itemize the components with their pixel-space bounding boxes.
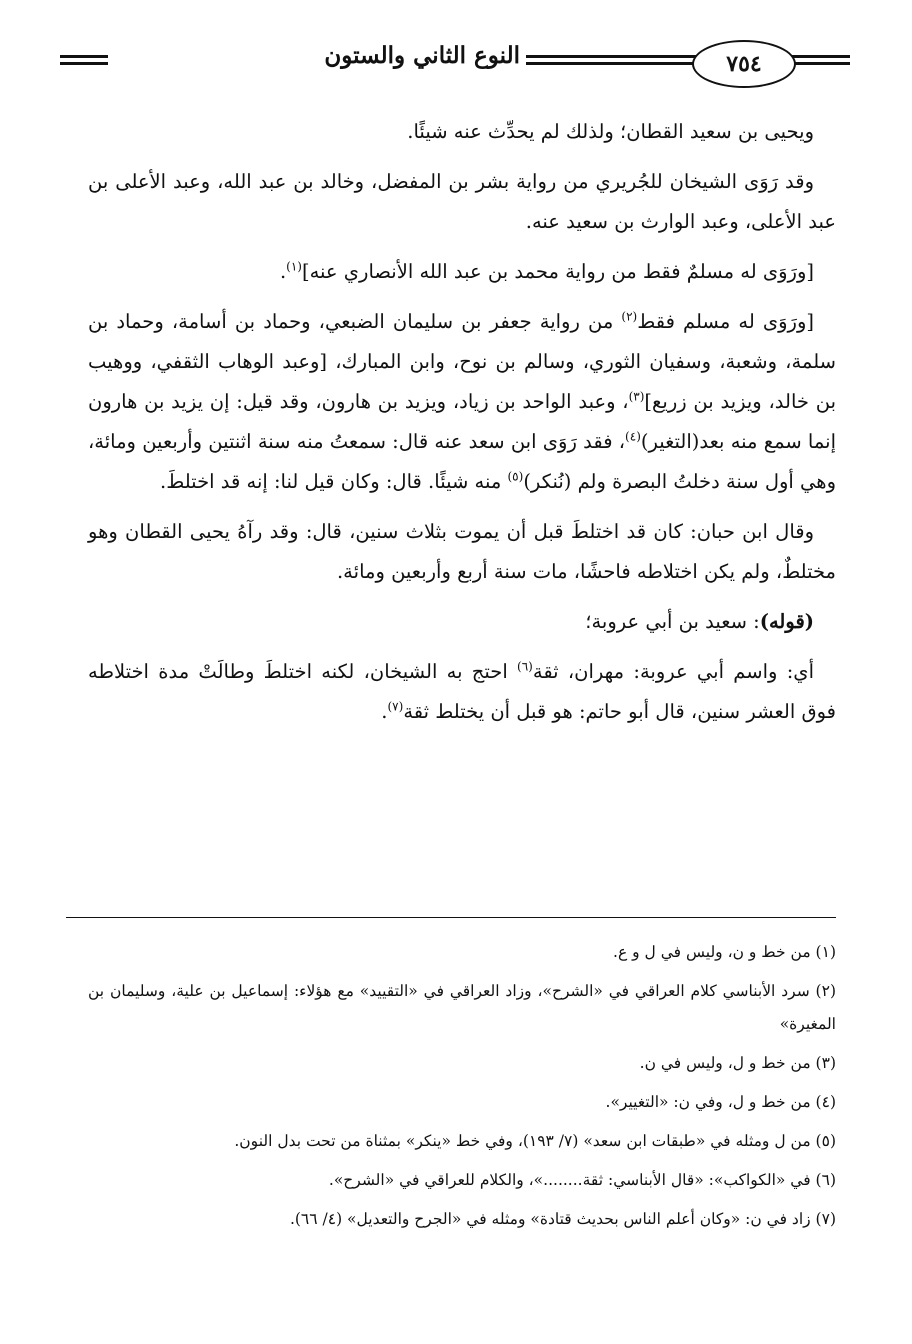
- paragraph-5: [88, 512, 836, 592]
- page-header: [60, 38, 850, 94]
- footnote-divider: [66, 917, 836, 918]
- qawluhu-label: (قوله): [759, 610, 814, 633]
- footnote-ref-5[interactable]: (٥): [507, 469, 524, 484]
- footnote-5: (٥) من ل ومثله في «طبقات ابن سعد» (٧/ ١٩٣)، وفي خط «ينكر» بمثناة من تحت بدل النون.: [234, 1132, 836, 1150]
- paragraph-4: [88, 302, 836, 502]
- paragraph-4-text-b: من رواية جعفر بن سليمان الضبعي، وحماد بن أسامة، وحماد بن سلمة، وشعبة، وسفيان الثوري، وسالم بن نوح، وابن المبارك، [وعبد الوهاب الثقفي، ووهيب بن خالد، ويزيد بن زريع]: [88, 310, 836, 413]
- paragraph-2: [88, 162, 836, 242]
- paragraph-4-text-e: منه شيئًا. قال: وكان قيل لنا: إنه قد اختلطَ.: [160, 470, 508, 493]
- footnote-ref-1[interactable]: (١): [286, 259, 302, 274]
- header-rule-right: [790, 55, 850, 65]
- paragraph-7-text-a: أي: واسم أبي عروبة: مهران، ثقة: [532, 660, 814, 683]
- footnote-ref-3[interactable]: (٣): [628, 389, 645, 404]
- header-rule-left: [60, 55, 108, 65]
- footnotes: [88, 936, 836, 1242]
- chapter-title: النوع الثاني والستون: [324, 42, 520, 69]
- footnote-ref-4[interactable]: (٤): [625, 429, 641, 444]
- footnote-6: (٦) في «الكواكب»: «قال الأبناسي: ثقة........»، والكلام للعراقي في «الشرح».: [328, 1171, 836, 1189]
- paragraph-3-text: [ورَوَى له مسلمٌ فقط من رواية محمد بن عبد الله الأنصاري عنه]: [301, 260, 814, 283]
- footnote-7: (٧) زاد في ن: «وكان أعلم الناس بحديث قتادة» ومثله في «الجرح والتعديل» (٤/ ٦٦).: [289, 1210, 836, 1228]
- paragraph-6-text: : سعيد بن أبي عروبة؛: [585, 610, 760, 633]
- header-rule-middle: [526, 55, 696, 65]
- paragraph-6: [88, 602, 836, 642]
- footnote-ref-6[interactable]: (٦): [517, 659, 533, 674]
- paragraph-1: [88, 112, 836, 152]
- page-number: ٧٥٤: [692, 40, 796, 88]
- footnote-3: (٣) من خط و ل، وليس في ن.: [639, 1054, 836, 1072]
- footnote-ref-7[interactable]: (٧): [387, 699, 404, 714]
- footnote-2: (٢) سرد الأبناسي كلام العراقي في «الشرح»، وزاد العراقي في «التقييد» مع هؤلاء: إسماعيل بن علية، وسليمان بن المغيرة»: [88, 982, 836, 1033]
- paragraph-4-text-a: [ورَوَى له مسلم فقط: [637, 310, 814, 333]
- footnote-1: (١) من خط و ن، وليس في ل و ع.: [613, 943, 836, 961]
- paragraph-4-text-d: ، فقد رَوَى ابن سعد عنه قال: سمعتُ منه سنة اثنتين وأربعين ومائة، وهي أول سنة دخلتُ البصرة ولم (نُنكر): [88, 430, 836, 493]
- paragraph-5-text: وقال ابن حبان: كان قد اختلطَ قبل أن يموت بثلاث سنين، قال: وقد رآهُ يحيى القطان وهو مختلطٌ، ولم يكن اختلاطه فاحشًا، مات سنة أربع وأربعين ومائة.: [88, 520, 836, 583]
- paragraph-3: [ورَوَى له مسلمٌ فقط من رواية محمد بن عبد الله الأنصاري عنه]$^{(١)}$.: [279, 259, 814, 283]
- paragraph-2-text: وقد رَوَى الشيخان للجُريري من رواية بشر بن المفضل، وخالد بن عبد الله، وعبد الأعلى بن عبد الأعلى، وعبد الوارث بن سعيد عنه.: [88, 170, 836, 233]
- footnote-ref-2[interactable]: (٢): [621, 309, 638, 324]
- paragraph-7: [88, 652, 836, 732]
- paragraph-1-text: ويحيى بن سعيد القطان؛ ولذلك لم يحدِّث عنه شيئًا.: [407, 120, 814, 143]
- main-text: [88, 112, 836, 742]
- paragraph-7-text-b: احتج به الشيخان، لكنه اختلطَ وطالَتْ مدة اختلاطه فوق العشر سنين، قال أبو حاتم: هو قبل أن يختلط ثقة: [88, 660, 836, 723]
- footnote-4: (٤) من خط و ل، وفي ن: «التغيير».: [605, 1093, 836, 1111]
- paragraph-4-text-c: ، وعبد الواحد بن زياد، ويزيد بن هارون، وقد قيل: إن يزيد بن هارون إنما سمع منه بعد(التغير): [88, 390, 836, 453]
- paragraph-7-end: .: [381, 700, 388, 723]
